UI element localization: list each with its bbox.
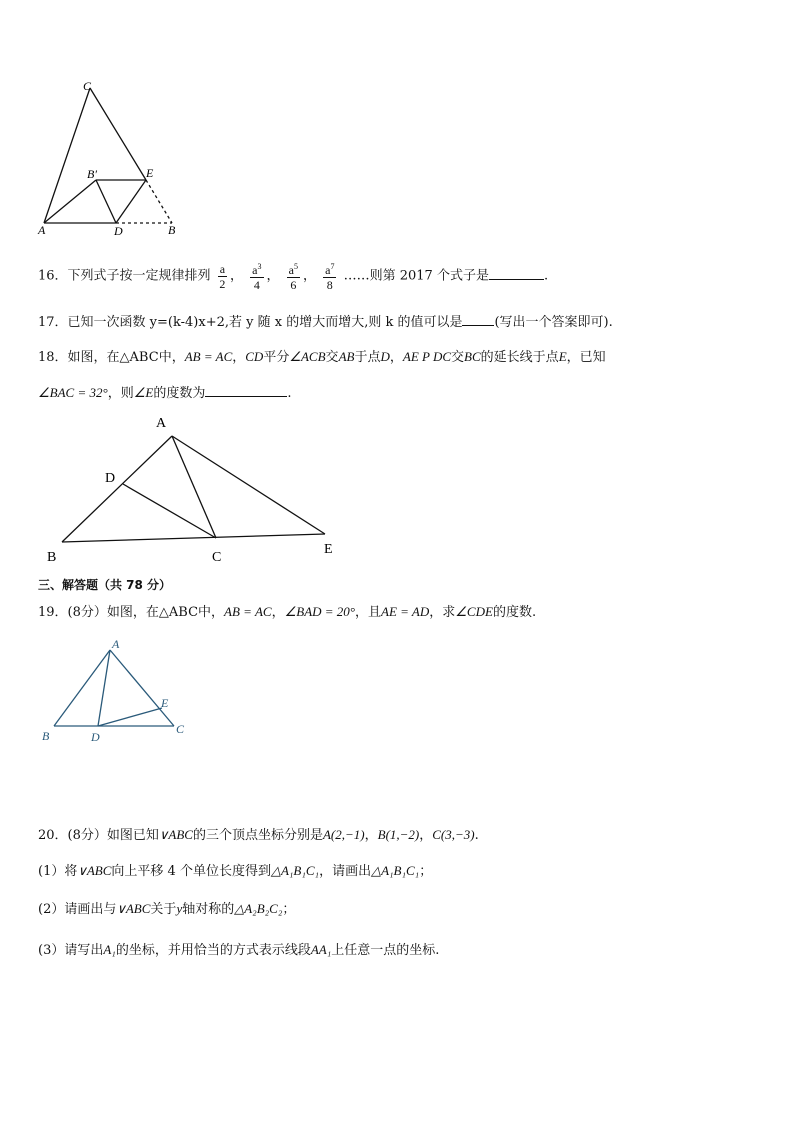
question-17: 17．已知一次函数 y=(k-4)x+2,若 y 随 x 的增大而增大,则 k 的值可以是 (写出一个答案即可). (38, 315, 613, 330)
label-b-prime: B′ (87, 167, 97, 181)
q17-answer-blank[interactable] (462, 313, 494, 326)
label-e: E (161, 696, 169, 710)
label-a: A (156, 416, 167, 431)
q16-term-4: $\frac{a^7}{8}$ (325, 262, 335, 292)
q18-answer-blank[interactable] (205, 384, 287, 397)
q16-term-3: $\frac{a^5}{6}$ (288, 262, 298, 292)
label-b: B (47, 550, 57, 565)
label-c: C (83, 79, 92, 93)
question-20-part-1: (1）将∨ABC向上平移 4 个单位长度得到△A₁B₁C₁，请画出△A₁B₁C₁； (38, 863, 433, 879)
label-c: C (212, 550, 222, 565)
label-e: E (146, 166, 154, 180)
q16-prefix: 16．下列式子按一定规律排列 (38, 268, 211, 284)
figure-q18 (40, 410, 350, 565)
question-20-part-3: (3）请写出A₁的坐标，并用恰当的方式表示线段AA₁上任意一点的坐标. (38, 942, 440, 958)
label-b: B (42, 729, 50, 743)
question-20-part-2: (2）请画出与∨ABC关于y轴对称的△A₂B₂C₂； (38, 901, 296, 917)
question-20: 20．(8分）如图已知∨ABC的三个顶点坐标分别是A(2,−1)，B(1,−2)，C(3,−3). (38, 827, 479, 843)
label-a: A (38, 223, 46, 237)
figure-q19 (38, 634, 198, 746)
label-d: D (105, 471, 116, 486)
question-18-line-1: 18．如图，在△ABC中，AB = AC，CD平分∠ACB交AB于点D，AE P DC交BC的延长线于点E，已知 (38, 349, 606, 365)
label-b: B (168, 223, 176, 237)
question-18-line-2: ∠BAC = 32°，则∠E的度数为 . (38, 385, 292, 401)
label-d: D (114, 224, 123, 238)
figure-triangle-fold (30, 76, 190, 241)
section-3-heading: 三、解答题（共 78 分） (38, 578, 172, 592)
q17-text: 17．已知一次函数 y=(k-4)x+2,若 y 随 x 的增大而增大,则 k 的值可以是 (38, 315, 463, 330)
q16-term-1: $\frac{a}{2}$ (219, 261, 226, 291)
q16-suffix: ……则第 2017 个式子是 (343, 268, 489, 284)
q16-term-2: $\frac{a^3}{4}$ (252, 262, 262, 292)
label-a: A (112, 637, 120, 651)
question-19: 19．(8分）如图，在△ABC中，AB = AC，∠BAD = 20°，且AE = AD，求∠CDE的度数. (38, 604, 537, 620)
q16-answer-blank[interactable] (489, 267, 544, 280)
question-16: 16．下列式子按一定规律排列 $\frac{a}{2}$ ， $\frac{a^3}{4}$ ， $\frac{a^5}{6}$ ， $\frac{a^7}{8}$ ……则第 2017 个式子是 . (38, 261, 549, 292)
label-e: E (324, 542, 333, 557)
label-c: C (176, 722, 185, 736)
label-d: D (91, 730, 100, 744)
